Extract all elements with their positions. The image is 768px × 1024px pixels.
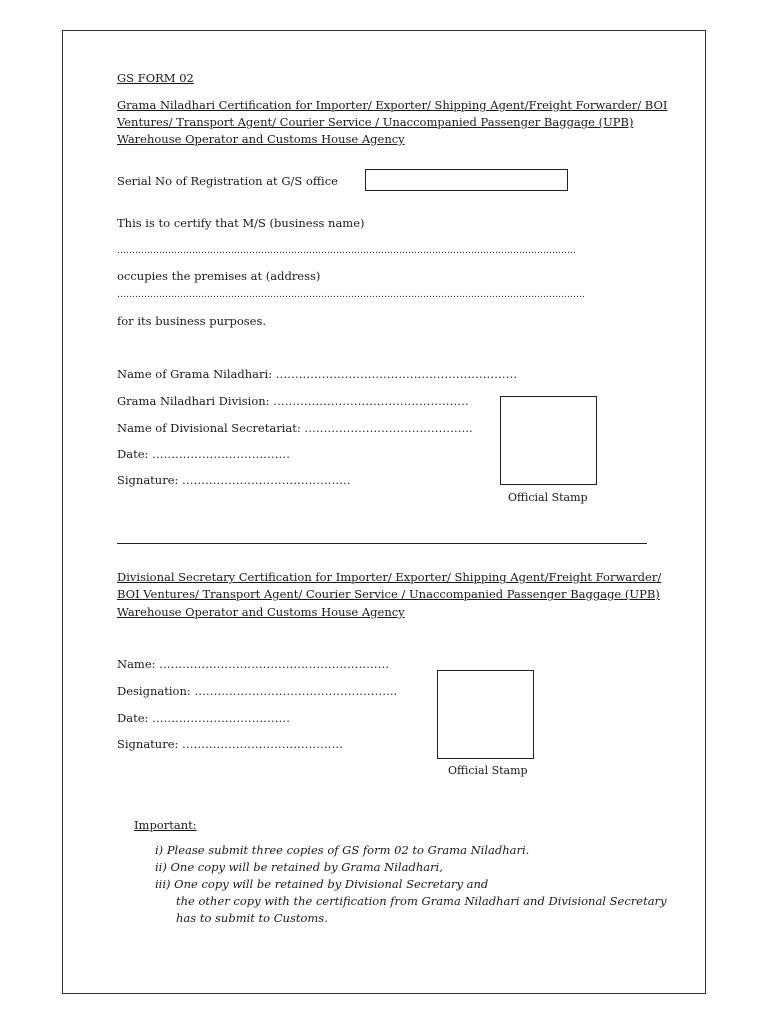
gs-cert-title-line-3: Warehouse Operator and Customs House Agency	[117, 132, 405, 146]
ds-cert-title-line-3: Warehouse Operator and Customs House Agency	[117, 605, 405, 619]
serial-number-field[interactable]	[365, 169, 568, 191]
ds-designation-field[interactable]: Designation: ……………………………………………..	[117, 684, 398, 698]
gn-signature-field[interactable]: Signature: ……………………………………..	[117, 473, 351, 487]
purpose-line: for its business purposes.	[117, 314, 267, 328]
important-item-3-cont-1: the other copy with the certification from Grama Niladhari and Divisional Secretary	[176, 894, 667, 908]
gs-cert-title-line-1: Grama Niladhari Certification for Importer/ Exporter/ Shipping Agent/Freight Forwarder/ BOI	[117, 98, 668, 112]
ds-stamp-box	[437, 670, 534, 759]
important-heading: Important:	[134, 818, 197, 832]
serial-label: Serial No of Registration at G/S office	[117, 174, 338, 188]
gs-cert-title-line-2: Ventures/ Transport Agent/ Courier Service / Unaccompanied Passenger Baggage (UPB)	[117, 115, 634, 129]
important-item-3: iii) One copy will be retained by Divisional Secretary and	[155, 877, 489, 891]
ds-cert-title-line-1: Divisional Secretary Certification for Importer/ Exporter/ Shipping Agent/Freight Forwarder/	[117, 570, 662, 584]
gn-stamp-box	[500, 396, 597, 485]
ds-date-field[interactable]: Date: ………………………………	[117, 711, 291, 725]
address-dotted-line[interactable]: …………………………………………………………………………………………………………………………………………	[117, 290, 585, 300]
gn-name-field[interactable]: Name of Grama Niladhari: ………………………………………………………	[117, 367, 518, 381]
important-item-2: ii) One copy will be retained by Grama Niladhari,	[155, 860, 443, 874]
form-code: GS FORM 02	[117, 71, 194, 85]
divisional-secretariat-field[interactable]: Name of Divisional Secretariat: ……………………………………..	[117, 421, 473, 435]
gn-division-field[interactable]: Grama Niladhari Division: ……………………………………………	[117, 394, 469, 408]
premises-line: occupies the premises at (address)	[117, 269, 321, 283]
gn-date-field[interactable]: Date: ………………………………	[117, 447, 291, 461]
certify-line: This is to certify that M/S (business name)	[117, 216, 365, 230]
section-divider	[117, 543, 647, 544]
important-item-1: i) Please submit three copies of GS form 02 to Grama Niladhari.	[155, 843, 530, 857]
business-name-dotted-line[interactable]: ………………………………………………………………………………………………………………………………………	[117, 246, 576, 256]
ds-stamp-label: Official Stamp	[448, 764, 528, 777]
important-item-3-cont-2: has to submit to Customs.	[176, 911, 328, 925]
ds-signature-field[interactable]: Signature: ……………………………………	[117, 737, 344, 751]
ds-cert-title-line-2: BOI Ventures/ Transport Agent/ Courier Service / Unaccompanied Passenger Baggage (UPB)	[117, 587, 660, 601]
gn-stamp-label: Official Stamp	[508, 491, 588, 504]
ds-name-field[interactable]: Name: ……………………………………………………	[117, 657, 390, 671]
